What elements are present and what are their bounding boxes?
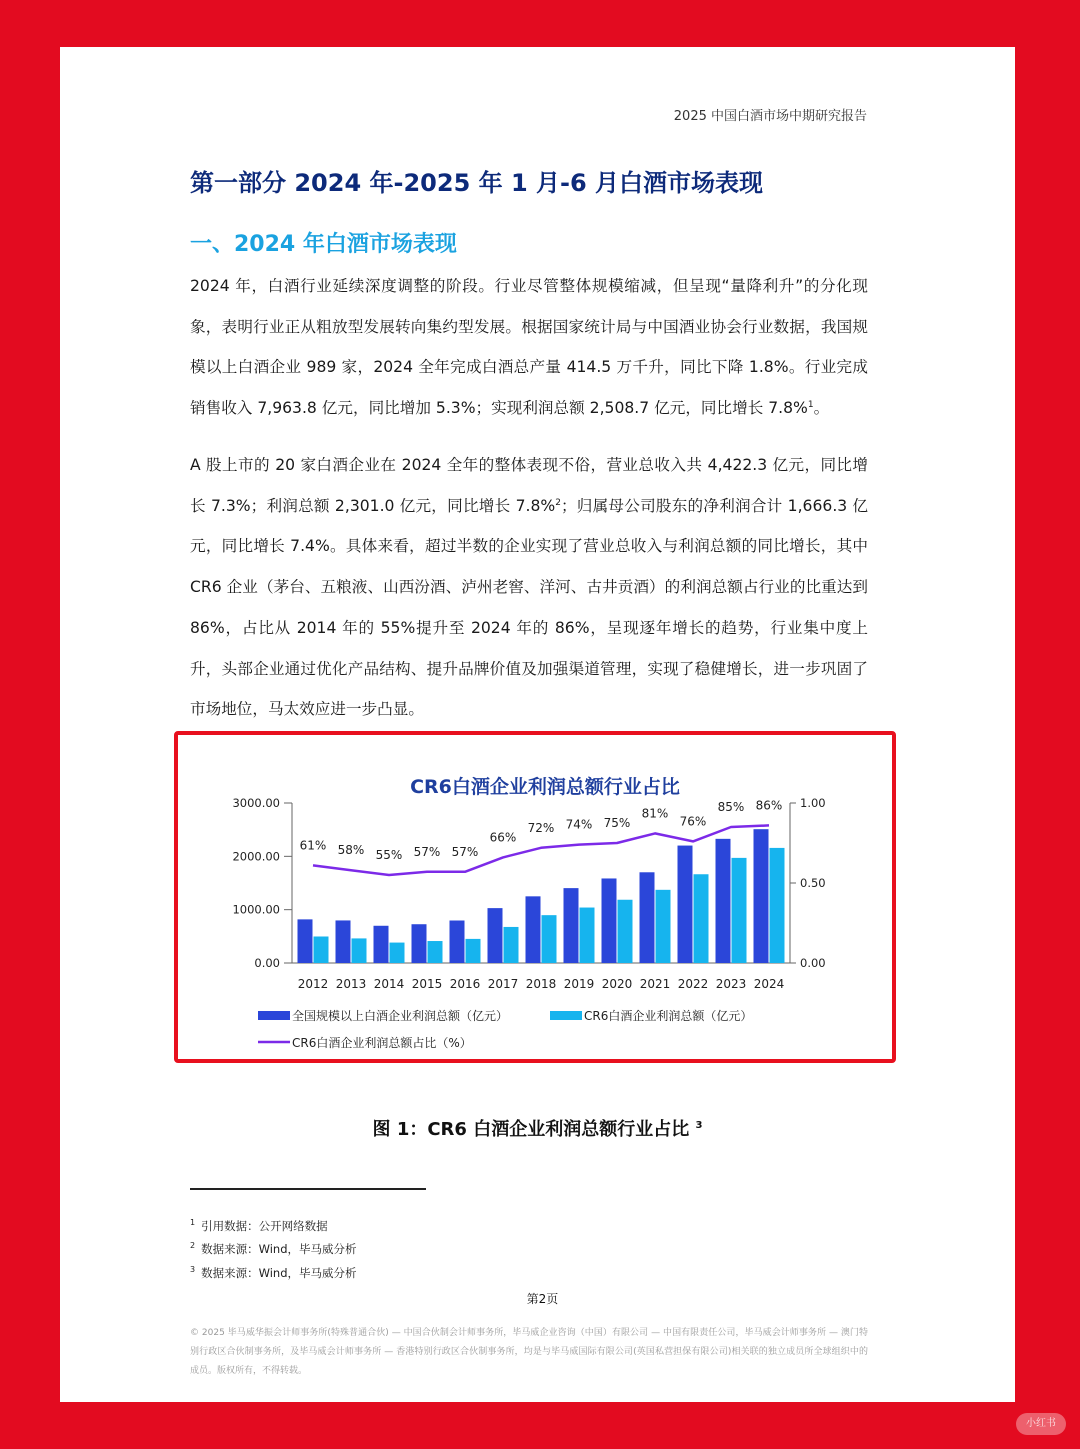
bar-cr6-profit [314,936,329,963]
share-data-label: 55% [375,848,403,862]
bar-industry-profit [716,839,731,963]
bar-industry-profit [640,872,655,963]
bar-cr6-profit [466,939,481,963]
footnote-ref-1[interactable]: 1 [807,399,814,410]
bar-cr6-profit [580,908,595,963]
bar-industry-profit [526,896,541,963]
share-data-label: 57% [451,844,479,859]
bar-industry-profit [412,924,427,963]
x-tick-label: 2019 [563,977,595,991]
bar-industry-profit [754,829,769,963]
x-tick-label: 2024 [753,977,785,991]
bar-cr6-profit [618,900,633,963]
share-data-label: 81% [641,806,669,821]
report-page [60,47,1015,1402]
footnote-ref-2[interactable]: 2 [555,497,561,508]
y-right-tick-label: 0.50 [800,876,826,890]
x-tick-label: 2012 [297,977,329,991]
paragraph-1: 2024 年，白酒行业延续深度调整的阶段。行业尽管整体规模缩减，但呈现“量降利升”的分化现象，表明行业正从粗放型发展转向集约型发展。根据国家统计局与中国酒业协会行业数据，我国规模以上白酒企业 989 家，2024 全年完成白酒总产量 414.5 万千升，同比下降 1.8%。行业完成销售收入 7,963.8 亿元，同比增加 5.3%；实现利润总额 2,508.7 亿元，同比增长 7.8%$^1$。 [190,277,868,418]
page-number: 第2页 [526,1292,559,1306]
share-data-label: 66% [489,830,517,845]
chart-title: CR6白酒企业利润总额行业占比 [410,776,680,798]
x-tick-label: 2015 [411,977,443,991]
bar-cr6-profit [504,927,519,963]
share-data-label: 72% [527,820,555,835]
bar-industry-profit [374,926,389,963]
legal-notice: © 2025 毕马威华振会计师事务所(特殊普通合伙) — 中国合伙制会计师事务所，毕马威企业咨询（中国）有限公司 — 中国有限责任公司，毕马威会计师事务所 — 澳门特别行政区合伙制事务所，及毕马威会计师事务所 — 香港特别行政区合伙制事务所，均是与毕马威国际有限公司(英国私营担保有限公司)相关联的独立成员所全球组织中的成员。版权所有，不得转载。 [190,1328,868,1376]
bar-cr6-profit [390,943,405,963]
legend-swatch-industry [258,1011,290,1020]
x-tick-label: 2018 [525,977,557,991]
legend-label-cr6: CR6白酒企业利润总额（亿元） [584,1009,753,1023]
bar-industry-profit [602,878,617,963]
share-data-label: 85% [717,800,745,814]
share-data-label: 86% [755,798,783,813]
bar-cr6-profit [542,915,557,963]
x-tick-label: 2020 [601,977,633,991]
bar-cr6-profit [732,858,747,963]
bar-cr6-profit [770,848,785,963]
bar-industry-profit [564,888,579,963]
y-left-tick-label: 3000.00 [232,796,280,810]
footnote-3: $^3$ 数据来源：Wind，毕马威分析 [190,1265,357,1280]
share-data-label: 76% [679,814,707,829]
footnote-1: $^1$ 引用数据：公开网络数据 [190,1218,328,1233]
watermark: 小红书 [1016,1413,1066,1435]
bar-cr6-profit [428,941,443,963]
bar-industry-profit [488,908,503,963]
caption-footnote-ref[interactable]: 3 [695,1120,703,1131]
y-left-tick-label: 0.00 [254,956,280,970]
report-header: 2025 中国白酒市场中期研究报告 [673,109,867,124]
share-data-label: 74% [565,817,593,832]
bar-cr6-profit [656,890,671,963]
subsection-title: 一、2024 年白酒市场表现 [190,232,457,257]
legend-label-share: CR6白酒企业利润总额占比（%） [292,1036,472,1050]
footnote-2: $^2$ 数据来源：Wind，毕马威分析 [190,1241,357,1256]
x-tick-label: 2023 [715,977,747,991]
x-tick-label: 2014 [373,977,405,991]
y-left-tick-label: 2000.00 [232,849,280,864]
bar-cr6-profit [694,874,709,963]
x-tick-label: 2017 [487,977,519,991]
y-right-tick-label: 0.00 [800,956,826,970]
x-tick-label: 2021 [639,977,671,991]
share-data-label: 58% [337,843,365,858]
y-left-tick-label: 1000.00 [232,902,280,917]
paragraph-2: A 股上市的 20 家白酒企业在 2024 全年的整体表现不俗，营业总收入共 4,422.3 亿元，同比增长 7.3%；利润总额 2,301.0 亿元，同比增长 7.8%$^2$；归属母公司股东的净利润合计 1,666.3 亿元，同比增长 7.4%。具体来看，超过半数的企业实现了营业总收入与利润总额的同比增长，其中 CR6 企业（茅台、五粮液、山西汾酒、泸州老窖、洋河、古井贡酒）的利润总额占行业的比重达到 86%，占比从 2014 年的 55%提升至 2024 年的 86%，呈现逐年增长的趋势，行业集中度上升，头部企业通过优化产品结构、提升品牌价值及加强渠道管理，实现了稳健增长，进一步巩固了市场地位，马太效应进一步凸显。 [190,456,868,719]
share-data-label: 75% [603,816,631,830]
x-tick-label: 2022 [677,977,709,991]
bar-industry-profit [450,920,465,963]
share-data-label: 61% [299,838,327,853]
chart-highlight-box [174,731,896,1063]
bar-industry-profit [336,920,351,963]
legend-swatch-cr6 [550,1011,582,1020]
legend-label-industry: 全国规模以上白酒企业利润总额（亿元） [292,1009,509,1023]
bar-cr6-profit [352,938,367,963]
share-data-label: 57% [413,844,441,859]
x-tick-label: 2013 [335,977,367,991]
bar-industry-profit [678,846,693,963]
y-right-tick-label: 1.00 [800,796,826,810]
part-title: 第一部分 2024 年-2025 年 1 月-6 月白酒市场表现 [190,169,764,197]
cr6-profit-chart [178,735,892,1059]
footnote-divider [190,1188,426,1190]
figure-caption: 图 1：CR6 白酒企业利润总额行业占比 $^3$ [372,1119,703,1140]
x-tick-label: 2016 [449,977,481,991]
bar-industry-profit [298,919,313,963]
